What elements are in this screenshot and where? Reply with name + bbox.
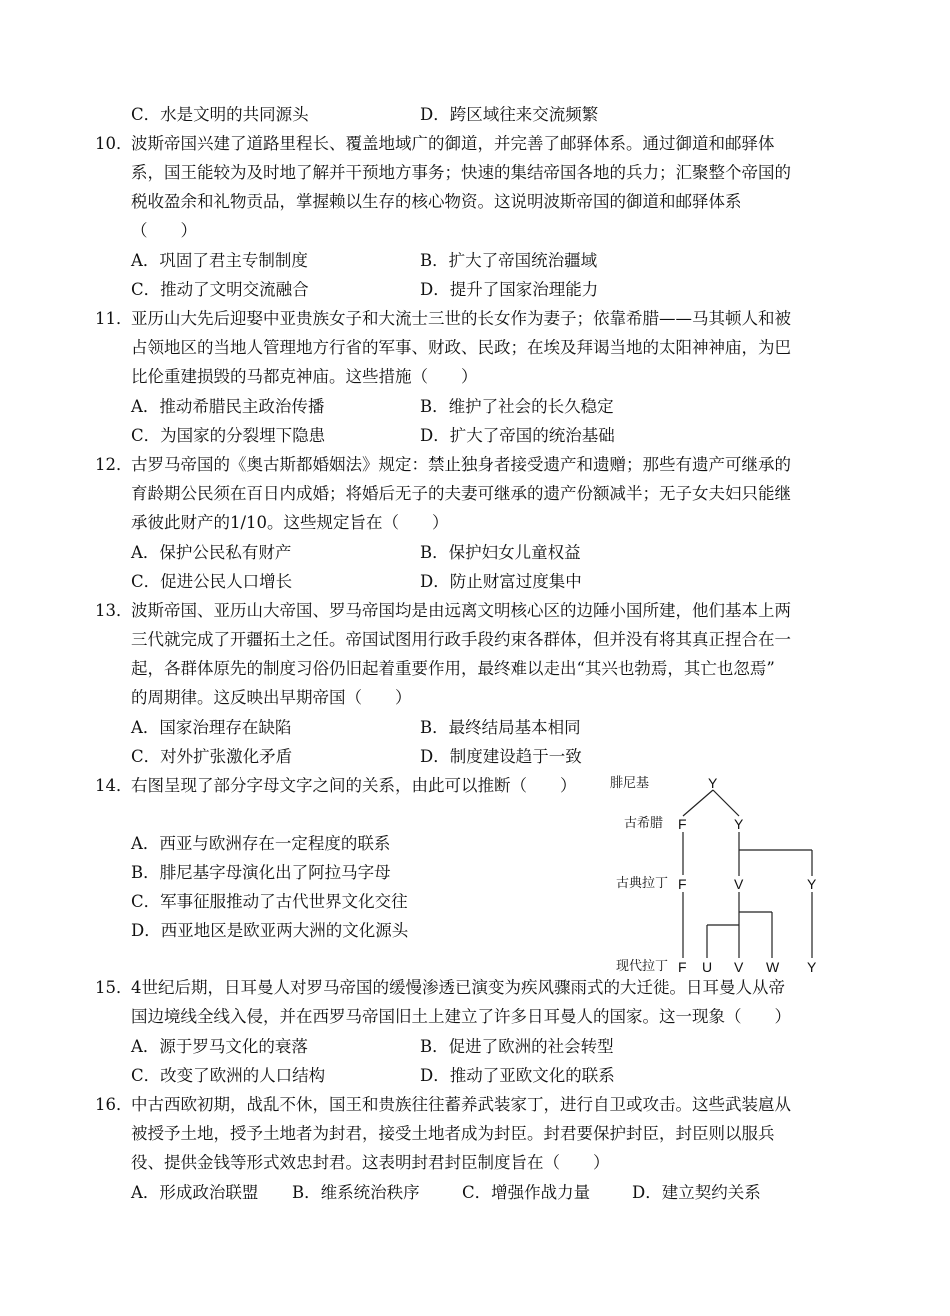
q16-stem-line: 中古西欧初期，战乱不休，国王和贵族往往蓄养武装家丁，进行自卫或攻击。这些武装扈从 (131, 1095, 791, 1114)
q13-option-d: D．制度建设趋于一致 (420, 747, 582, 766)
q11-option-d: D．扩大了帝国的统治基础 (420, 426, 615, 445)
q13-stem-line: 的周期律。这反映出早期帝国（ ） (131, 688, 412, 707)
q10-option-d: D．提升了国家治理能力 (420, 280, 599, 299)
letter-node: V (734, 959, 744, 975)
q12-number: 12． (95, 455, 133, 474)
q12-option-b: B．保护妇女儿童权益 (420, 543, 581, 562)
q9-option-c: C．水是文明的共同源头 (131, 105, 309, 124)
q10-number: 10． (95, 134, 133, 153)
q12-option-a: A．保护公民私有财产 (131, 543, 292, 562)
q15-option-c: C．改变了欧洲的人口结构 (131, 1066, 326, 1085)
q11-option-b: B．维护了社会的长久稳定 (420, 397, 614, 416)
q13-stem-line: 波斯帝国、亚历山大帝国、罗马帝国均是由远离文明核心区的边陲小国所建，他们基本上两 (131, 601, 791, 620)
q16-option-c: C．增强作战力量 (462, 1183, 591, 1202)
q14-option-b: B．腓尼基字母演化出了阿拉马字母 (131, 863, 391, 882)
q11-option-a: A．推动希腊民主政治传播 (131, 397, 325, 416)
q15-stem-line: 4世纪后期，日耳曼人对罗马帝国的缓慢渗透已演变为疾风骤雨式的大迁徙。日耳曼人从帝 (131, 978, 785, 997)
q14-option-a: A．西亚与欧洲存在一定程度的联系 (131, 834, 391, 853)
q12-option-c: C．促进公民人口增长 (131, 572, 293, 591)
letter-node: Y (807, 959, 817, 975)
q11-option-c: C．为国家的分裂埋下隐患 (131, 426, 326, 445)
q12-option-d: D．防止财富过度集中 (420, 572, 582, 591)
letter-node: F (678, 816, 687, 832)
q10-option-a: A．巩固了君主专制制度 (131, 251, 308, 270)
q10-stem-line: 系，国王能较为及时地了解并干预地方事务；快速的集结帝国各地的兵力；汇聚整个帝国的 (131, 163, 791, 182)
q15-option-d: D．推动了亚欧文化的联系 (420, 1066, 615, 1085)
q13-number: 13． (95, 601, 133, 620)
letter-node: Y (734, 816, 744, 832)
q13-option-b: B．最终结局基本相同 (420, 718, 581, 737)
q13-stem-line: 三代就完成了开疆拓土之任。帝国试图用行政手段约束各群体，但并没有将其真正捏合在一 (131, 630, 791, 649)
letter-node: F (678, 876, 687, 892)
q10-option-c: C．推动了文明交流融合 (131, 280, 309, 299)
q15-option-a: A．源于罗马文化的衰落 (131, 1037, 308, 1056)
q10-stem-line: 税收盈余和礼物贡品，掌握赖以生存的核心物资。这说明波斯帝国的御道和邮驿体系 (131, 192, 742, 211)
letter-node: Y (708, 775, 718, 791)
q12-stem-line: 育龄期公民须在百日内成婚；将婚后无子的夫妻可继承的遗产份额减半；无子女夫妇只能继 (131, 484, 791, 503)
q16-option-d: D．建立契约关系 (632, 1183, 761, 1202)
q11-stem-line: 比伦重建损毁的马都克神庙。这些措施（ ） (131, 367, 478, 386)
q11-stem-line: 亚历山大先后迎娶中亚贵族女子和大流士三世的长女作为妻子；依靠希腊——马其顿人和被 (131, 309, 791, 328)
row-label-classical-latin: 古典拉丁 (616, 876, 669, 891)
q12-stem-line: 古罗马帝国的《奥古斯都婚姻法》规定：禁止独身者接受遗产和遗赠；那些有遗产可继承的 (131, 455, 791, 474)
q16-stem-line: 被授予土地，授予土地者为封君，接受土地者成为封臣。封君要保护封臣，封臣则以服兵 (131, 1124, 775, 1143)
q13-option-c: C．对外扩张激化矛盾 (131, 747, 293, 766)
alphabet-tree-lines (610, 770, 850, 980)
q10-answer-blank: （ ） (131, 221, 197, 240)
row-label-modern-latin: 现代拉丁 (616, 959, 669, 974)
q9-option-d: D．跨区域往来交流频繁 (420, 105, 599, 124)
q12-stem-line: 承彼此财产的1/10。这些规定旨在（ ） (131, 513, 449, 532)
row-label-phoenician: 腓尼基 (610, 776, 650, 791)
q14-number: 14． (95, 776, 133, 795)
letter-node: Y (807, 876, 817, 892)
q15-option-b: B．促进了欧洲的社会转型 (420, 1037, 614, 1056)
q16-option-a: A．形成政治联盟 (131, 1183, 259, 1202)
q16-number: 16． (95, 1095, 133, 1114)
q10-stem-line: 波斯帝国兴建了道路里程长、覆盖地域广的御道，并完善了邮驿体系。通过御道和邮驿体 (131, 134, 775, 153)
alphabet-tree-figure (610, 770, 850, 980)
q11-number: 11． (95, 309, 133, 328)
q14-option-d: D．西亚地区是欧亚两大洲的文化源头 (131, 921, 409, 940)
tree-line (683, 790, 713, 816)
q16-option-b: B．维系统治秩序 (292, 1183, 420, 1202)
letter-node: V (734, 876, 744, 892)
q14-stem-line: 右图呈现了部分字母文字之间的关系，由此可以推断（ ） (131, 776, 577, 795)
q15-number: 15． (95, 978, 133, 997)
letter-node: W (766, 959, 780, 975)
q11-stem-line: 占领地区的当地人管理地方行省的军事、财政、民政；在埃及拜谒当地的太阳神神庙，为巴 (131, 338, 791, 357)
q10-option-b: B．扩大了帝国统治疆域 (420, 251, 598, 270)
q13-stem-line: 起，各群体原先的制度习俗仍旧起着重要作用，最终难以走出“其兴也勃焉，其亡也忽焉” (131, 659, 775, 678)
q14-option-c: C．军事征服推动了古代世界文化交往 (131, 892, 408, 911)
letter-node: U (702, 959, 713, 975)
tree-line (713, 790, 739, 816)
row-label-greek: 古希腊 (624, 816, 664, 831)
q13-option-a: A．国家治理存在缺陷 (131, 718, 292, 737)
letter-node: F (678, 959, 687, 975)
q15-stem-line: 国边境线全线入侵，并在西罗马帝国旧土上建立了许多日耳曼人的国家。这一现象（ ） (131, 1007, 791, 1026)
q16-stem-line: 役、提供金钱等形式效忠封君。这表明封君封臣制度旨在（ ） (131, 1153, 610, 1172)
